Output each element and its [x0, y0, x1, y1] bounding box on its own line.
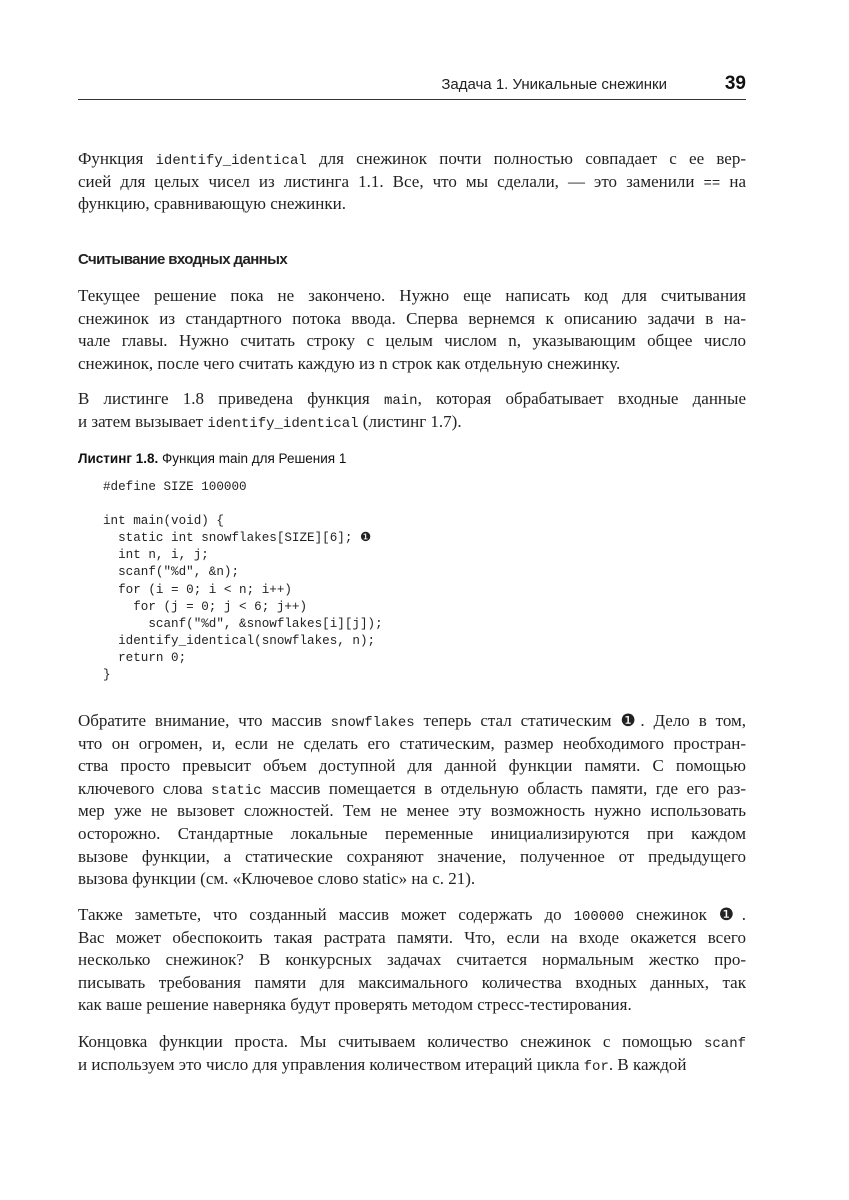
code-line: int main(void) { [103, 514, 224, 529]
text-line [78, 755, 746, 778]
text-segment: писывать требования памяти для максимального количества входных данных, так [78, 972, 746, 992]
section-heading: Считывание входных данных [78, 251, 288, 268]
text-line [78, 904, 746, 927]
code-line: for (i = 0; i < n; i++) [103, 582, 292, 597]
text-segment: и используем это число для управления количеством итераций цикла [78, 1054, 584, 1074]
text-segment: вызове функции, а статические сохраняют значение, полученное от предыдущего [78, 846, 746, 866]
text-line [78, 994, 746, 1017]
listing-title: Функция main для Решения 1 [162, 451, 347, 466]
page-number: 39 [724, 73, 746, 94]
text-line [78, 1054, 746, 1077]
text-segment: Концовка функции проста. Мы считываем количество снежинок с помощью [78, 1032, 704, 1051]
code-line: identify_identical(snowflakes, n); [103, 633, 376, 648]
inline-code: snowflakes [330, 715, 415, 731]
text-segment: . В каждой [608, 1054, 687, 1074]
text-segment: теперь стал статическим ❶. Дело в том, [414, 711, 746, 730]
text-line [78, 1031, 746, 1054]
paragraph [78, 1031, 746, 1076]
text-line [78, 353, 746, 376]
text-line [78, 778, 746, 801]
text-line [78, 972, 746, 995]
code-line: for (j = 0; j < 6; j++) [103, 599, 308, 614]
text-line [78, 171, 746, 194]
code-listing [103, 479, 383, 684]
inline-code: identify_identical [155, 153, 307, 169]
text-segment: чале главы. Нужно считать строку с целым числом n, указывающим общее число [78, 331, 746, 351]
code-line: #define SIZE 100000 [103, 480, 247, 494]
text-line [78, 846, 746, 869]
inline-code: scanf [703, 1036, 746, 1052]
text-segment: несколько снежинок? В конкурсных задачах считается нормальным жестко про- [78, 950, 746, 970]
text-segment: функцию, сравнивающую снежинки. [78, 194, 346, 214]
paragraph [78, 285, 746, 375]
inline-code: identify_identical [207, 415, 359, 432]
listing-label: Листинг 1.8. [78, 451, 159, 466]
code-line: return 0; [103, 650, 187, 665]
inline-code: static [211, 782, 262, 799]
text-segment: и затем вызывает [78, 411, 208, 431]
listing-caption [78, 451, 346, 466]
text-segment: Текущее решение пока не закончено. Нужно еще написать код для считывания [78, 286, 746, 305]
text-segment: Функция [78, 149, 156, 168]
text-segment: , которая обрабатывает входные данные [417, 389, 746, 408]
text-line [78, 710, 746, 733]
text-segment: на [720, 171, 746, 191]
paragraph [78, 388, 746, 433]
text-segment: массив помещается в отдельную область памяти, где его раз- [261, 778, 747, 798]
text-segment: Вас может обеспокоить такая растрата памяти. Что, если на входе окажется всего [78, 927, 746, 947]
inline-code: == [703, 175, 721, 192]
text-line [78, 330, 746, 353]
text-segment: (листинг 1.7). [358, 411, 462, 431]
text-line [78, 308, 746, 331]
paragraph [78, 148, 746, 216]
text-line [78, 800, 746, 823]
header-rule [78, 99, 746, 100]
text-segment: Обратите внимание, что массив [78, 711, 331, 730]
text-line [78, 193, 746, 216]
text-line [78, 733, 746, 756]
text-segment: что он огромен, и, если не сделать его статическим, размер необходимого простран- [78, 733, 746, 753]
paragraph [78, 710, 746, 891]
text-line [78, 148, 746, 171]
code-line: } [103, 668, 111, 683]
text-segment: мер уже не вызовет сложностей. Тем не менее эту возможность нужно использовать [78, 801, 746, 821]
text-line [78, 927, 746, 950]
code-line: scanf("%d", &snowflakes[i][j]); [103, 616, 383, 631]
code-line: static int snowflakes[SIZE][6]; ❶ [103, 531, 372, 546]
running-title: Задача 1. Уникальные снежинки [441, 76, 667, 93]
text-segment: сией для целых чисел из листинга 1.1. Все, что мы сделали, — это заменили [78, 171, 704, 191]
text-segment: для снежинок почти полностью совпадает с ее вер- [306, 149, 746, 168]
text-segment: осторожно. Стандартные локальные переменные инициализируются при каждом [78, 823, 746, 843]
text-line [78, 388, 746, 411]
text-segment: Также заметьте, что созданный массив может содержать до [78, 905, 574, 924]
code-line [103, 496, 383, 513]
text-line [78, 868, 746, 891]
text-line [78, 285, 746, 308]
text-segment: снежинок ❶. [624, 905, 746, 924]
text-segment: вызова функции (см. «Ключевое слово static» на с. 21). [78, 869, 476, 889]
inline-code: for [583, 1058, 609, 1075]
inline-code: main [383, 393, 418, 409]
text-segment: ства просто превысит объем доступной для данной функции памяти. С помощью [78, 756, 746, 776]
inline-code: 100000 [573, 909, 624, 925]
text-segment: как ваше решение наверняка будут проверять методом стресс-тестирования. [78, 995, 632, 1015]
text-segment: снежинок из стандартного потока ввода. Сперва вернемся к описанию задачи в на- [78, 308, 746, 328]
text-line [78, 949, 746, 972]
paragraph [78, 904, 746, 1017]
code-line: scanf("%d", &n); [103, 565, 240, 580]
text-segment: снежинок, после чего считать каждую из n строк как отдельную снежинку. [78, 353, 621, 373]
text-line [78, 411, 746, 434]
text-segment: В листинге 1.8 приведена функция [78, 389, 384, 408]
text-line [78, 823, 746, 846]
code-line: int n, i, j; [103, 548, 209, 563]
text-segment: ключевого слова [78, 778, 212, 798]
